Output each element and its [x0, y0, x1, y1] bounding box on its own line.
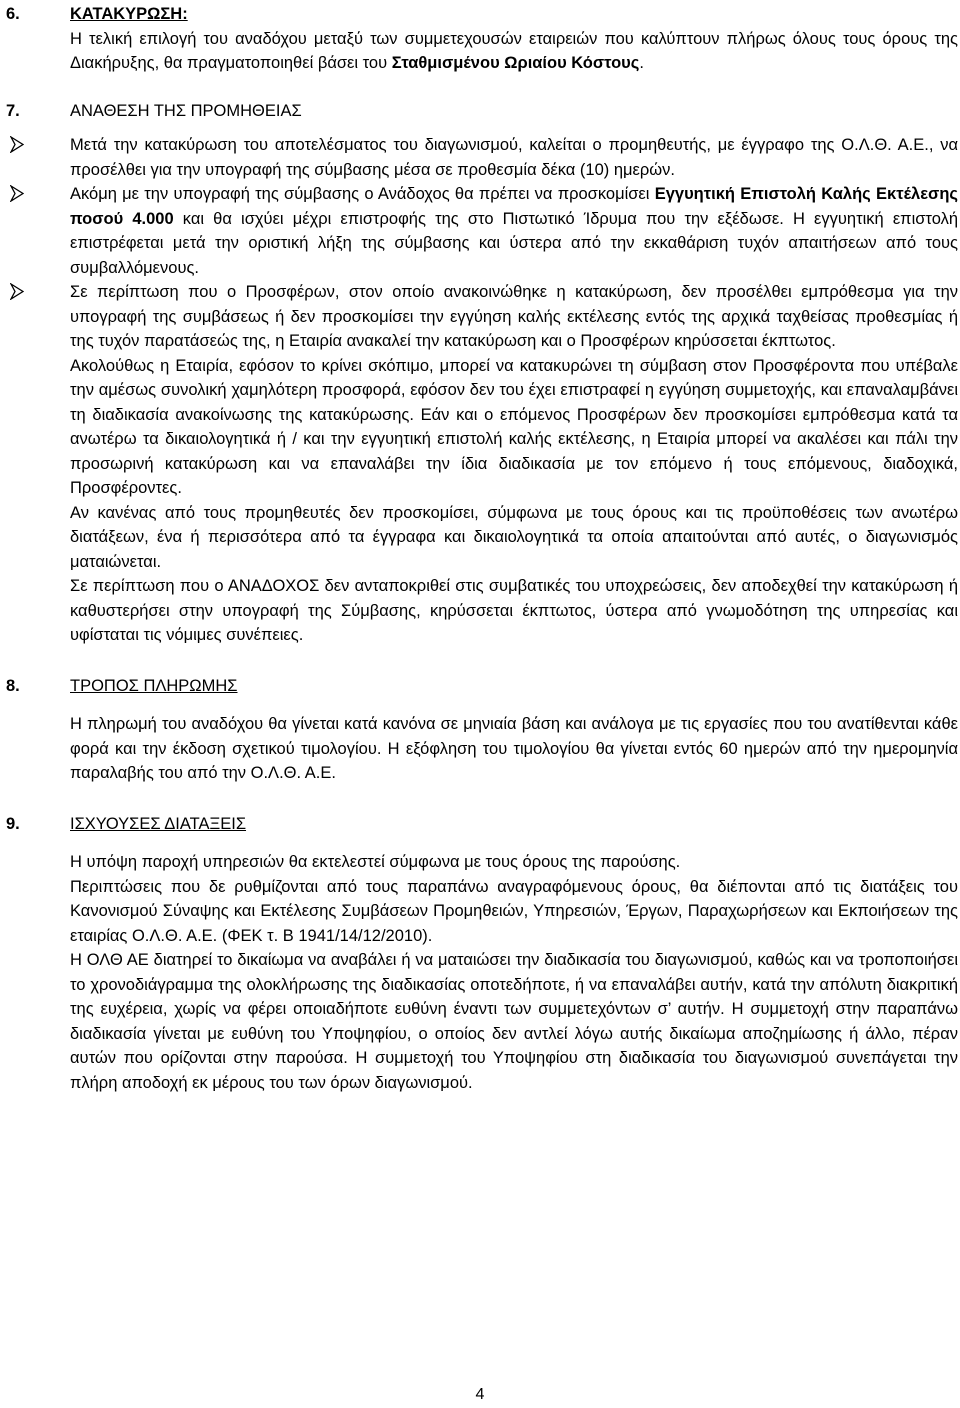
text-span: Η τελική επιλογή του αναδόχου μεταξύ των συμμετεχουσών εταιρειών που καλύπτουν πλήρως όλους τους όρους της Διακήρυξης, θα πραγματοποιηθεί βάσει του: [70, 29, 958, 72]
bullet-item: [70, 280, 958, 354]
section-heading: [0, 812, 960, 837]
text-span: .: [639, 54, 644, 72]
section-number: 7.: [6, 101, 20, 120]
page-number: 4: [475, 1386, 485, 1403]
section-title: ΤΡΟΠΟΣ ΠΛΗΡΩΜΗΣ: [70, 676, 238, 695]
bold-text-span: Εγγυητική Επιστολή Καλής Εκτέλεσης ποσού 4.000: [70, 185, 958, 228]
arrowhead-bullet-icon: [10, 283, 24, 300]
section-paragraph: [70, 27, 958, 76]
bullet-text: και θα ισχύει μέχρι επιστροφής της στο Πιστωτικό Ίδρυμα που την εξέδωσε. Η εγγυητική επιστολή επιστρέφεται μετά την οριστική λήξη της σύμβασης και ύστερα από την εκκαθάριση τυχόν απαιτήσεων από τους συμβαλλόμενους.: [70, 209, 958, 277]
section-paragraph: Σε περίπτωση που ο ΑΝΑΔΟΧΟΣ δεν ανταποκριθεί στις συμβατικές του υποχρεώσεις, δεν αποδεχθεί την κατακύρωση ή καθυστερήσει στην υπογραφή της Σύμβασης, κηρύσσεται έκπτωτος, ύστερα από γνωμοδότηση της υπηρεσίας και υφίσταται τις νόμιμες συνέπειες.: [70, 577, 958, 644]
section-heading: [0, 2, 960, 27]
arrowhead-bullet-icon: [10, 185, 24, 202]
section-applicable-provisions: [0, 812, 960, 1096]
arrowhead-bullet-icon: [10, 136, 24, 153]
bullet-text: Μετά την κατακύρωση του αποτελέσματος του διαγωνισμού, καλείται ο προμηθευτής, με έγγραφο της Ο.Λ.Θ. Α.Ε., να προσέλθει για την υπογραφή της σύμβασης μέσα σε προθεσμία δέκα (10) ημερών.: [70, 136, 958, 179]
section-heading: [0, 99, 960, 124]
section-paragraph: Ακολούθως η Εταιρία, εφόσον το κρίνει σκόπιμο, μπορεί να κατακυρώνει τη σύμβαση στον Προσφέροντα που υπέβαλε την αμέσως συνολική χαμηλότερη προσφορά, εφόσον δεν του έχει επιστραφεί η εγγύηση συμμετοχής, και επαναλαμβάνει τη διαδικασία ανακοίνωσης της κατακύρωσης. Εάν και ο επόμενος Προσφέρων δεν προσκομίσει εμπρόθεσμα κατά τα ανωτέρω τα δικαιολογητικά ή / και την εγγυητική επιστολή καλής εκτέλεσης, η Εταιρία μπορεί να ακαλέσει και πάλι την προσωρινή κατακύρωση και να επαναλάβει την ίδια διαδικασία με τον επόμενο ή τους επόμενους, διαδοχικά, Προσφέροντες.: [70, 356, 958, 497]
section-paragraph: Περιπτώσεις που δε ρυθμίζονται από τους παραπάνω αναγραφόμενους όρους, θα διέπονται από τις διατάξεις του Κανονισμού Σύναψης και Εκτέλεσης Συμβάσεων Προμηθειών, Υπηρεσιών, Έργων, Παραχωρήσεων και Εκποιήσεων της εταιρίας Ο.Λ.Θ. Α.Ε. (ΦΕΚ τ. Β 1941/14/12/2010).: [70, 877, 958, 945]
section-paragraph: Η υπόψη παροχή υπηρεσιών θα εκτελεστεί σύμφωνα με τους όρους της παρούσης.: [70, 853, 681, 871]
section-award: [0, 2, 960, 76]
bullet-text: Ακόμη με την υπογραφή της σύμβασης ο Ανάδοχος θα πρέπει να προσκομίσει: [70, 185, 655, 203]
bullet-item: [70, 133, 958, 182]
section-heading: [0, 674, 960, 699]
bullet-item: [70, 182, 958, 280]
section-title: ΙΣΧΥΟΥΣΕΣ ΔΙΑΤΑΞΕΙΣ: [70, 814, 247, 833]
section-title: ΑΝΑΘΕΣΗ ΤΗΣ ΠΡΟΜΗΘΕΙΑΣ: [70, 101, 302, 120]
section-paragraph: Η πληρωμή του αναδόχου θα γίνεται κατά κανόνα σε μηνιαία βάση και ανάλογα με τις εργασίες που του ανατίθενται κάθε φορά και την έκδοση σχετικού τιμολογίου. Η εξόφληση του τιμολογίου θα γίνεται εντός 60 ημερών από την ημερομηνία παραλαβής του από την Ο.Λ.Θ. Α.Ε.: [70, 715, 958, 782]
section-title: ΚΑΤΑΚΥΡΩΣΗ:: [70, 5, 188, 23]
section-payment: [0, 674, 960, 786]
bold-text-span: Σταθμισμένου Ωριαίου Κόστους: [391, 54, 640, 72]
section-paragraph: Η ΟΛΘ ΑΕ διατηρεί το δικαίωμα να αναβάλει ή να ματαιώσει την διαδικασία του διαγωνισμού, καθώς και να τροποποιήσει το χρονοδιάγραμμα της ολοκλήρωσης της διαδικασίας οποτεδήποτε, ή να επαναλάβει αυτήν, κατά την απόλυτη διακριτική της ευχέρεια, χωρίς να φέρει οποιαδήποτε ευθύνη έναντι των συμμετεχόντων σ’ αυτήν. Η συμμετοχή στην παραπάνω διαδικασία γίνεται με ευθύνη του Υποψηφίου, ο οποίος δεν αντλεί λόγω αυτής δικαίωμα αποζημίωσης ή άλλο, πέραν αυτών που ορίζονται στην παρούσα. Η συμμετοχή του Υποψηφίου στη διαδικασία του διαγωνισμού συνεπάγεται την πλήρη αποδοχή εκ μέρους του των όρων διαγωνισμού.: [70, 951, 958, 1092]
bullet-text: Σε περίπτωση που ο Προσφέρων, στον οποίο ανακοινώθηκε η κατακύρωση, δεν προσέλθει εμπρόθεσμα για την υπογραφή της συμβάσεως ή δεν προσκομίσει την εγγύηση καλής εκτέλεσης εντός της αρχικά ταχθείσας προθεσμίας ή της τυχόν παρατάσεώς της, η Εταιρία ανακαλεί την κατακύρωση και ο Προσφέρων κηρύσσεται έκπτωτος.: [70, 283, 958, 350]
section-assignment: [0, 99, 960, 648]
section-number: 8.: [6, 676, 20, 695]
section-paragraph: Αν κανένας από τους προμηθευτές δεν προσκομίσει, σύμφωνα με τους όρους και τις προϋποθέσεις των ανωτέρω διατάξεων, ένα ή περισσότερα από τα έγγραφα και δικαιολογητικά τα οποία απαιτούνται από αυτές, ο διαγωνισμός ματαιώνεται.: [70, 503, 958, 571]
section-number: 9.: [6, 814, 20, 833]
section-number: 6.: [6, 5, 20, 23]
